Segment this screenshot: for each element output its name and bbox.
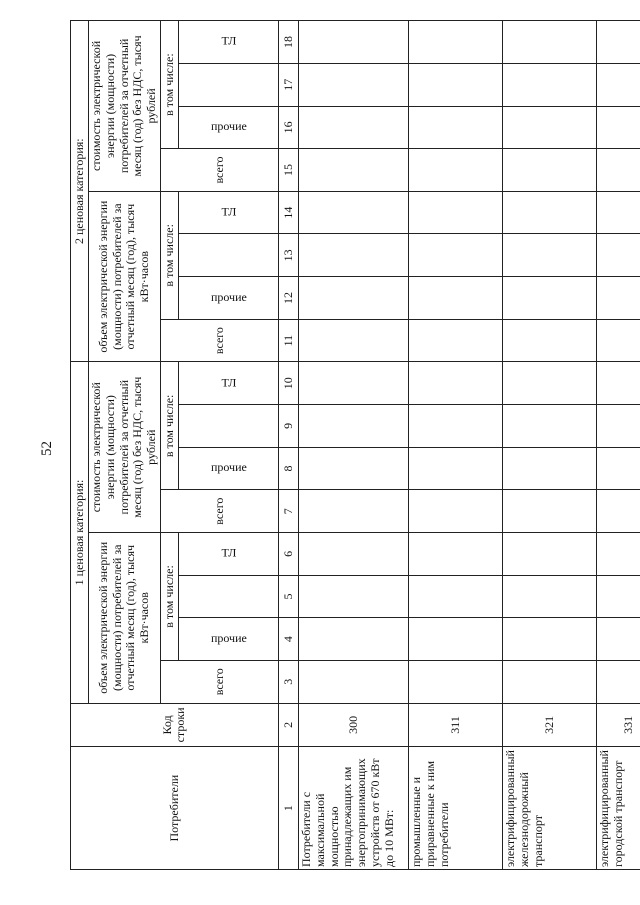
col-number: 8 bbox=[278, 447, 298, 490]
row-code: 331 bbox=[596, 703, 640, 747]
col-number: 14 bbox=[278, 191, 298, 234]
table-row bbox=[408, 21, 502, 870]
header-consumers: Потребители bbox=[71, 747, 279, 870]
rotated-table-container bbox=[70, 20, 640, 870]
header-fsk bbox=[178, 234, 278, 277]
row-label: электрифицированный городской транспорт bbox=[596, 747, 640, 870]
header-total: всего bbox=[160, 490, 278, 533]
row-label: промышленные и приравненные к ним потребители bbox=[408, 747, 502, 870]
col-number: 6 bbox=[278, 533, 298, 576]
col-number: 10 bbox=[278, 362, 298, 405]
header-tl: ТЛ bbox=[178, 362, 278, 405]
table-row bbox=[502, 21, 596, 870]
header-total: всего bbox=[160, 149, 278, 192]
header-other: прочие bbox=[178, 277, 278, 320]
header-total: всего bbox=[160, 660, 278, 703]
row-label: Потребители с максимальной мощностью принадлежащих им энергопринимающих устройств от 670 кВт до 10 МВт: bbox=[298, 747, 408, 870]
header-fsk bbox=[178, 405, 278, 448]
header-other: прочие bbox=[178, 618, 278, 661]
header-price-category-2: 2 ценовая категория: bbox=[71, 21, 89, 362]
header-volume-1: объем электрической энергии (мощности) потребителей за отчетный месяц (год), тысяч кВт·часов bbox=[89, 533, 161, 704]
col-number: 13 bbox=[278, 234, 298, 277]
page-number: 52 bbox=[39, 441, 55, 456]
table-row bbox=[298, 21, 408, 870]
header-incl: в том числе: bbox=[160, 362, 178, 490]
row-code: 321 bbox=[502, 703, 596, 747]
row-code: 300 bbox=[298, 703, 408, 747]
header-tl: ТЛ bbox=[178, 21, 278, 64]
col-number: 7 bbox=[278, 490, 298, 533]
table-row bbox=[596, 21, 640, 870]
col-number: 16 bbox=[278, 106, 298, 149]
header-incl: в том числе: bbox=[160, 21, 178, 149]
header-other: прочие bbox=[178, 447, 278, 490]
header-volume-2: объем электрической энергии (мощности) потребителей за отчетный месяц (год), тысяч кВт·часов bbox=[89, 191, 161, 362]
header-tl: ТЛ bbox=[178, 191, 278, 234]
col-number: 2 bbox=[278, 703, 298, 747]
col-number: 11 bbox=[278, 319, 298, 362]
col-number: 4 bbox=[278, 618, 298, 661]
header-other: прочие bbox=[178, 106, 278, 149]
col-number: 5 bbox=[278, 575, 298, 618]
col-number: 15 bbox=[278, 149, 298, 192]
header-total: всего bbox=[160, 319, 278, 362]
row-label: электрифицированный железнодорожный транспорт bbox=[502, 747, 596, 870]
header-row-code: Код строки bbox=[71, 703, 279, 747]
header-cost-1: стоимость электрической энергии (мощности) потребителей за отчетный месяц (год) без НДС, тысяч рублей bbox=[89, 362, 161, 533]
row-code: 311 bbox=[408, 703, 502, 747]
col-number: 12 bbox=[278, 277, 298, 320]
header-fsk bbox=[178, 63, 278, 106]
col-number: 3 bbox=[278, 660, 298, 703]
header-fsk bbox=[178, 575, 278, 618]
col-number: 17 bbox=[278, 63, 298, 106]
col-number: 1 bbox=[278, 747, 298, 870]
column-numbers-row bbox=[278, 21, 298, 870]
col-number: 18 bbox=[278, 21, 298, 64]
col-number: 9 bbox=[278, 405, 298, 448]
header-incl: в том числе: bbox=[160, 533, 178, 661]
header-price-category-1: 1 ценовая категория: bbox=[71, 362, 89, 703]
header-incl: в том числе: bbox=[160, 191, 178, 319]
statistics-table bbox=[70, 20, 640, 870]
header-cost-2: стоимость электрической энергии (мощности) потребителей за отчетный месяц (год) без НДС, тысяч рублей bbox=[89, 21, 161, 192]
header-tl: ТЛ bbox=[178, 533, 278, 576]
